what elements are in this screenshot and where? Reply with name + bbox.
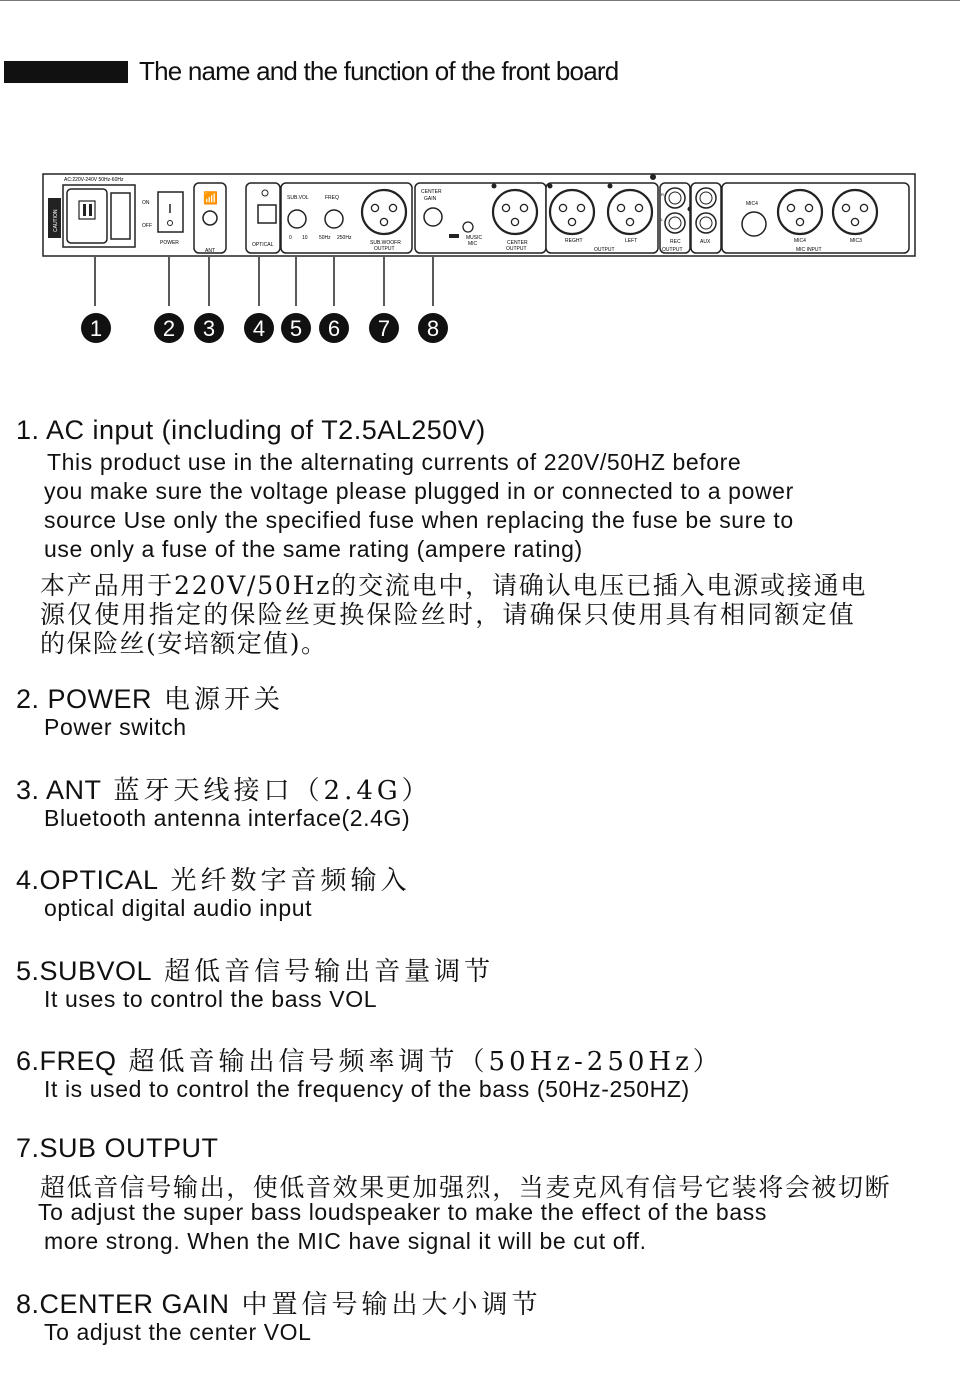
optical-led [262,190,268,196]
center-output-label-2: OUTPUT [506,246,527,252]
sub-vol-max: 10 [302,235,308,241]
callout-1 [81,313,111,343]
mic3-xlr-jack [833,190,877,234]
rec-label: REC [670,239,681,245]
title-bar-decoration [4,61,128,83]
section-4-title: 4.OPTICAL [16,865,159,895]
section-2-en: Power switch [44,714,187,740]
bluetooth-icon: 📶 [203,191,218,205]
svg-text:7: 7 [377,316,391,341]
aux-rca-l-inner [700,217,712,229]
subwoofer-label: SUB.WOOFR [370,240,401,246]
mic3-label: MIC3 [850,238,862,244]
rec-r-label: R [661,192,664,197]
mic4-xlr-jack [778,190,822,234]
power-label: POWER [160,240,179,246]
section-4-heading [16,860,411,897]
section-5-cn: 超低音信号输出音量调节 [164,957,495,987]
subwoofer-xlr-jack [362,190,406,234]
svg-text:6: 6 [327,316,341,341]
rec-rca-l-inner [669,217,681,229]
mic-label: MIC [468,241,478,247]
callout-2 [154,313,184,343]
section-7-heading: 7.SUB OUTPUT [16,1133,219,1163]
section-6-en: It is used to control the frequency of the bass (50Hz-250HZ) [44,1076,690,1102]
mic4-knob-label: MIC4 [746,201,758,207]
subwoofer-output-label: OUTPUT [374,246,395,252]
center-output-label-1: CENTER [507,240,528,246]
section-2-cn: 电源开关 [164,685,285,715]
page-title: The name and the function of the front board [139,56,619,86]
freq-label: FREQ [325,195,339,201]
top-border-line [0,0,960,1]
on-label: ON [142,200,150,206]
callout-7 [369,313,399,343]
svg-text:5: 5 [289,316,303,341]
optical-label: OPTICAL [252,242,274,248]
music-mic-button [463,222,473,232]
callout-8 [418,313,448,343]
ac-inlet-pin [83,204,86,216]
center-out-dot [492,184,497,189]
mic4-label: MIC4 [794,238,806,244]
optical-port [258,205,276,223]
svg-text:1: 1 [89,316,103,341]
rec-l-label: L [661,217,664,222]
section-4-en: optical digital audio input [44,895,313,921]
freq-knob [325,210,343,228]
aux-rca-r-inner [700,192,712,204]
ac-rating-label: AC:220V-240V 50Hz-60Hz [64,177,124,183]
section-8-en: To adjust the center VOL [44,1319,312,1345]
center-gain-label-2: GAIN [424,196,437,202]
section-5-heading [16,951,494,988]
section-6-cn: 超低音输出信号频率调节（50Hz-250Hz） [128,1047,723,1077]
rec-rca-r-inner [669,192,681,204]
music-label: MUSIC [466,235,483,241]
sub-vol-min: 0 [289,235,292,241]
ac-inlet-pin [79,201,95,219]
fuse-holder [111,193,130,239]
sub-vol-label: SUB.VOL [287,195,309,201]
section-1-heading: 1. AC input (including of T2.5AL250V) [16,415,486,445]
section-1-en-line: use only a fuse of the same rating (ampere rating) [44,536,583,562]
center-gain-knob [424,208,442,226]
mic-input-label: MIC INPUT [796,247,822,253]
panel-top-dot [650,174,656,180]
section-1-en-line: you make sure the voltage please plugged in or connected to a power [44,478,794,504]
section-7-cn: 超低音信号输出，使低音效果更加强烈，当麦克风有信号它装将会被切断 [40,1173,892,1202]
callout-5 [281,313,311,343]
section-6-heading [16,1041,723,1078]
section-1-en-line: source Use only the specified fuse when replacing the fuse be sure to [44,507,794,533]
section-1-cn-line: 本产品用于220V/50Hz的交流电中，请确认电压已插入电源或接通电 [40,571,868,600]
section-6-title: 6.FREQ [16,1046,117,1076]
ant-label: ANT [205,248,215,254]
svg-text:8: 8 [426,316,440,341]
off-label: OFF [142,223,152,229]
center-gain-label-1: CENTER [421,189,442,195]
section-3-heading [16,770,432,807]
section-1-cn-line: 的保险丝(安培额定值)。 [40,629,328,658]
section-2-title: 2. POWER [16,684,153,714]
right-out-dot [548,184,553,189]
aux-label: AUX [700,239,711,245]
svg-text:3: 3 [202,316,216,341]
reght-label: REGHT [565,238,583,244]
callout-6 [319,313,349,343]
section-3-en: Bluetooth antenna interface(2.4G) [44,805,411,831]
section-1-cn-line: 源仅使用指定的保险丝更换保险丝时，请确保只使用具有相同额定值 [40,600,857,629]
section-8-title: 8.CENTER GAIN [16,1289,230,1319]
right-output-xlr-jack [550,190,594,234]
section-4-cn: 光纤数字音频输入 [170,866,411,896]
left-label: LEFT [625,238,638,244]
svg-text:4: 4 [252,316,266,341]
left-output-xlr-jack [608,190,652,234]
center-output-xlr-jack [493,190,537,234]
section-5-en: It uses to control the bass VOL [44,986,378,1012]
section-3-title: 3. ANT [16,775,102,805]
lr-output-label: OUTPUT [594,247,615,253]
rec-output-label: OUTPUT [662,247,683,253]
front-board-diagram [0,160,960,350]
section-8-cn: 中置信号输出大小调节 [241,1290,542,1320]
section-3-cn: 蓝牙天线接口（2.4G） [113,776,432,806]
section-1-en-line: This product use in the alternating currents of 220V/50HZ before [47,449,742,475]
music-mic-switch [449,234,459,238]
ant-connector [203,211,217,225]
mic4-knob [742,212,766,236]
svg-text:2: 2 [162,316,176,341]
section-5-title: 5.SUBVOL [16,956,153,986]
section-2-heading [16,679,284,716]
freq-min: 50Hz [319,235,331,241]
section-7-en-line: more strong. When the MIC have signal it will be cut off. [44,1228,647,1254]
sub-vol-knob [288,210,306,228]
left-out-dot [608,184,613,189]
caution-text: CAUTION [53,209,59,232]
ac-inlet-pin [89,204,92,216]
section-7-en-line: To adjust the super bass loudspeaker to make the effect of the bass [38,1199,767,1225]
callout-3 [194,313,224,343]
section-8-heading [16,1284,542,1321]
freq-max: 250Hz [337,235,352,241]
callout-4 [244,313,274,343]
